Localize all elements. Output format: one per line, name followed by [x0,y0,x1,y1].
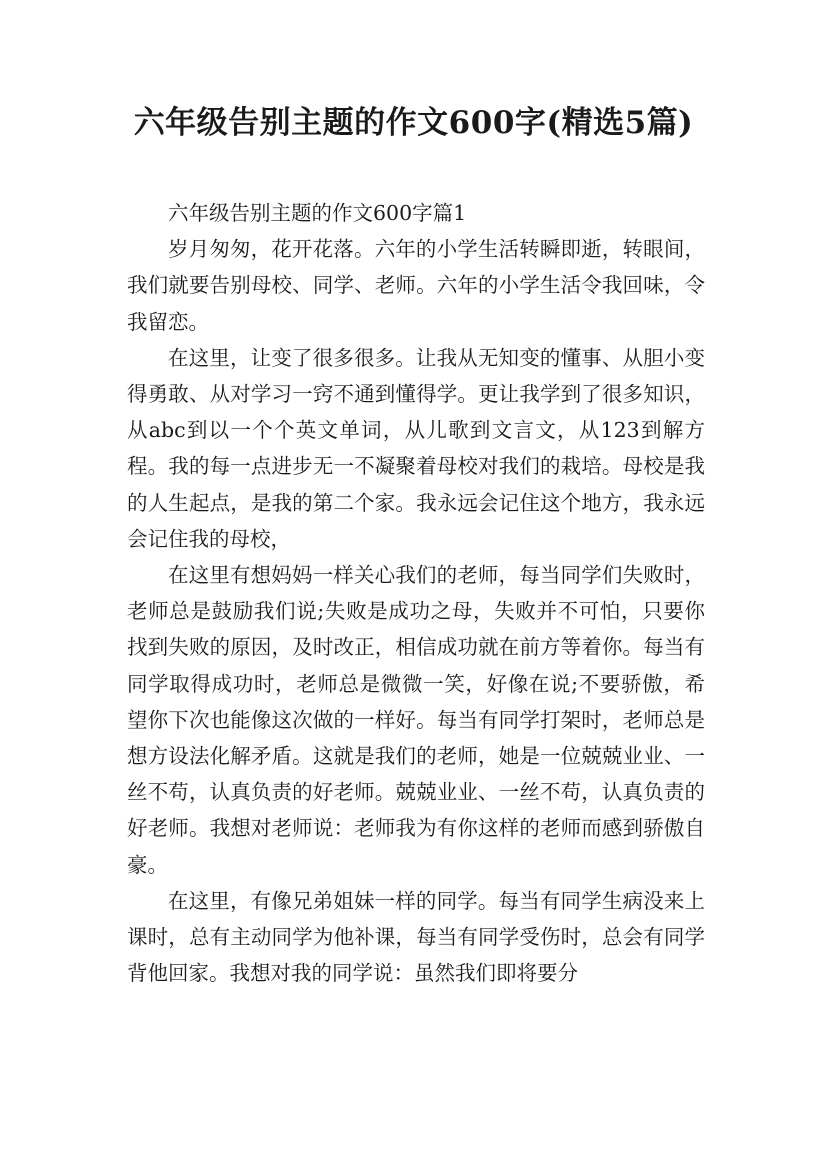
paragraph: 在这里，有像兄弟姐妹一样的同学。每当有同学生病没来上课时，总有主动同学为他补课，每当有同学受伤时，总会有同学背他回家。我想对我的同学说：虽然我们即将要分 [127,888,705,986]
paragraph: 在这里，让变了很多很多。让我从无知变的懂事、从胆小变得勇敢、从对学习一窍不通到懂得学。更让我学到了很多知识，从abc到以一个个英文单词，从儿歌到文言文，从123到解方程。我的每一点进步无一不凝聚着母校对我们的栽培。母校是我的人生起点，是我的第二个家。我永远会记住这个地方，我永远会记住我的母校， [127,345,705,551]
paragraph: 岁月匆匆，花开花落。六年的小学生活转瞬即逝，转眼间，我们就要告别母校、同学、老师。六年的小学生活令我回味，令我留恋。 [127,237,705,334]
document-title: 六年级告别主题的作文600字(精选5篇) [133,105,694,141]
section-heading: 六年级告别主题的作文600字篇1 [168,201,467,225]
document-body [127,195,705,991]
paragraph: 在这里有想妈妈一样关心我们的老师，每当同学们失败时，老师总是鼓励我们说;失败是成功之母，失败并不可怕，只要你找到失败的原因，及时改正，相信成功就在前方等着你。每当有同学取得成功时，老师总是微微一笑，好像在说;不要骄傲，希望你下次也能像这次做的一样好。每当有同学打架时，老师总是想方设法化解矛盾。这就是我们的老师，她是一位兢兢业业、一丝不苟，认真负责的好老师。兢兢业业、一丝不苟，认真负责的好老师。我想对老师说：老师我为有你这样的老师而感到骄傲自豪。 [127,563,705,877]
